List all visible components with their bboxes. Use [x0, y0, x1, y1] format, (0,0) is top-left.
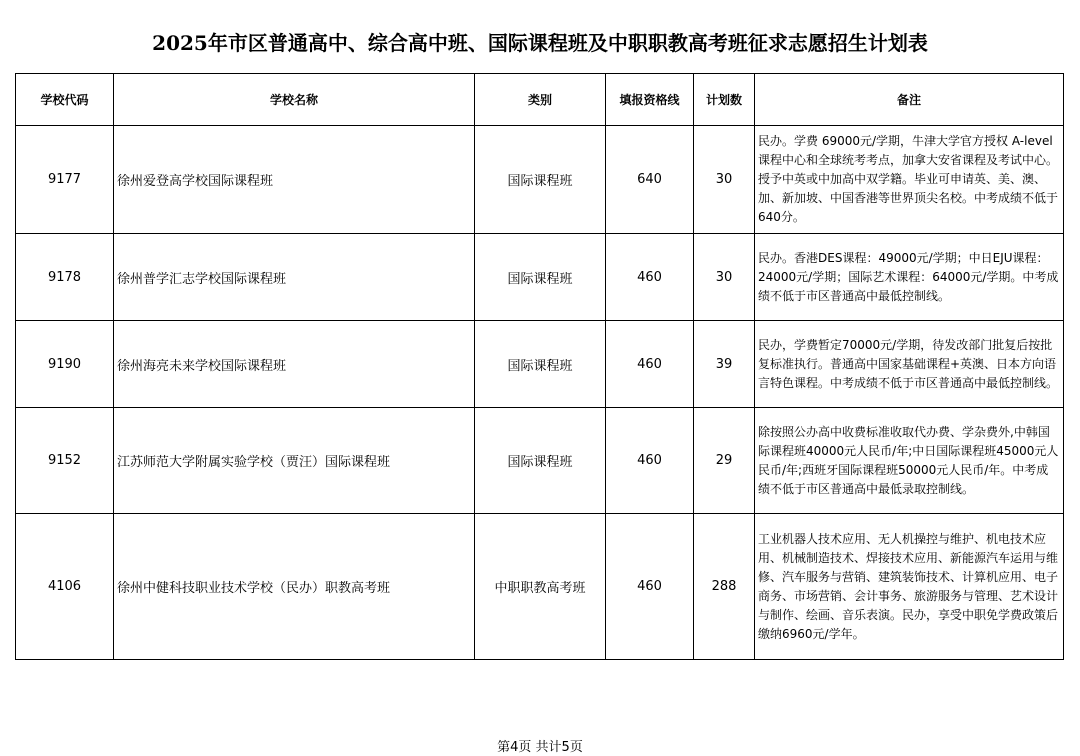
header-school-name: 学校名称 — [114, 74, 475, 126]
page-footer: 第4页 共计5页 — [497, 740, 583, 755]
header-score-line: 填报资格线 — [606, 74, 694, 126]
cell-code: 4106 — [16, 514, 114, 660]
cell-plan: 29 — [694, 408, 755, 514]
cell-category: 国际课程班 — [475, 321, 606, 408]
cell-category: 国际课程班 — [475, 408, 606, 514]
table-row — [16, 408, 1064, 514]
cell-note: 工业机器人技术应用、无人机操控与维护、机电技术应用、机械制造技术、焊接技术应用、新能源汽车运用与维修、汽车服务与营销、建筑装饰技术、计算机应用、电子商务、市场营销、会计事务、旅游服务与管理、艺术设计与制作、绘画、音乐表演。民办，享受中职免学费政策后缴纳6960元/学年。 — [755, 514, 1064, 660]
cell-category: 国际课程班 — [475, 126, 606, 234]
header-school-code: 学校代码 — [16, 74, 114, 126]
cell-school-name: 徐州爱登高学校国际课程班 — [114, 126, 475, 234]
cell-plan: 288 — [694, 514, 755, 660]
cell-score: 460 — [606, 408, 694, 514]
cell-code: 9152 — [16, 408, 114, 514]
cell-note: 民办。香港DES课程：49000元/学期；中日EJU课程：24000元/学期；国际艺术课程：64000元/学期。中考成绩不低于市区普通高中最低控制线。 — [755, 234, 1064, 321]
table-row — [16, 321, 1064, 408]
cell-code: 9190 — [16, 321, 114, 408]
cell-school-name: 徐州海亮未来学校国际课程班 — [114, 321, 475, 408]
table-row — [16, 514, 1064, 660]
cell-note: 民办，学费暂定70000元/学期，待发改部门批复后按批复标准执行。普通高中国家基础课程+英澳、日本方向语言特色课程。中考成绩不低于市区普通高中最低控制线。 — [755, 321, 1064, 408]
table-row — [16, 126, 1064, 234]
header-category: 类别 — [475, 74, 606, 126]
cell-code: 9178 — [16, 234, 114, 321]
cell-score: 460 — [606, 514, 694, 660]
cell-plan: 30 — [694, 234, 755, 321]
cell-category: 中职职教高考班 — [475, 514, 606, 660]
cell-code: 9177 — [16, 126, 114, 234]
cell-school-name: 徐州普学汇志学校国际课程班 — [114, 234, 475, 321]
cell-score: 640 — [606, 126, 694, 234]
cell-plan: 39 — [694, 321, 755, 408]
cell-school-name: 江苏师范大学附属实验学校（贾汪）国际课程班 — [114, 408, 475, 514]
cell-score: 460 — [606, 321, 694, 408]
cell-note: 除按照公办高中收费标准收取代办费、学杂费外,中韩国际课程班40000元人民币/年;中日国际课程班45000元人民币/年;西班牙国际课程班50000元人民币/年。中考成绩不低于市区普通高中最低录取控制线。 — [755, 408, 1064, 514]
enrollment-plan-table — [15, 73, 1064, 660]
cell-plan: 30 — [694, 126, 755, 234]
table-row — [16, 234, 1064, 321]
header-remarks: 备注 — [755, 74, 1064, 126]
cell-score: 460 — [606, 234, 694, 321]
page-title: 2025年市区普通高中、综合高中班、国际课程班及中职职教高考班征求志愿招生计划表 — [152, 31, 928, 55]
cell-category: 国际课程班 — [475, 234, 606, 321]
table-header-row — [16, 74, 1064, 126]
cell-school-name: 徐州中健科技职业技术学校（民办）职教高考班 — [114, 514, 475, 660]
header-plan-count: 计划数 — [694, 74, 755, 126]
cell-note: 民办。学费 69000元/学期，牛津大学官方授权 A-level课程中心和全球统考考点，加拿大安省课程及考试中心。授予中英或中加高中双学籍。毕业可申请英、美、澳、加、新加坡、中国香港等世界顶尖名校。中考成绩不低于640分。 — [755, 126, 1064, 234]
